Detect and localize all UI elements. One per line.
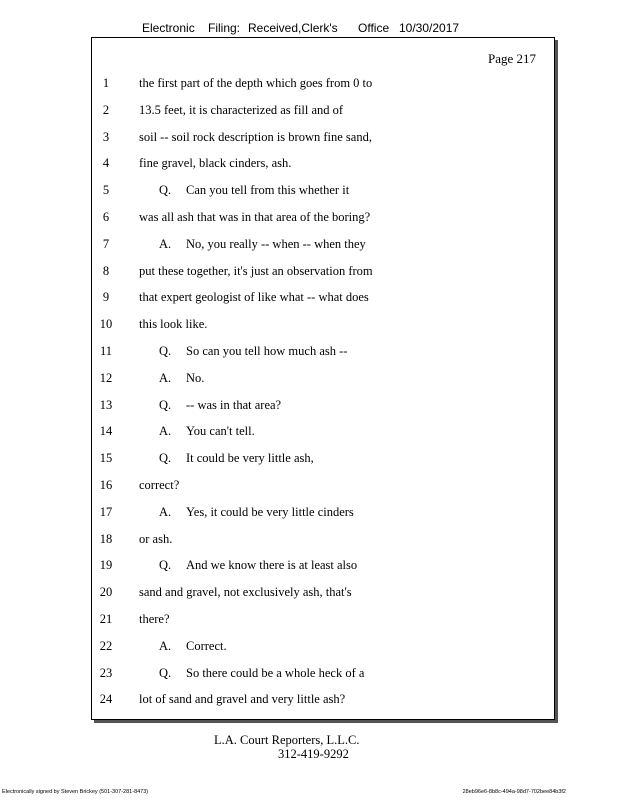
transcript-line [92,610,554,628]
line-body: It could be very little ash, [186,451,314,466]
line-text [159,664,364,682]
qa-marker: Q. [159,183,172,198]
transcript-line [92,315,554,333]
line-body: So there could be a whole heck of a [186,665,365,680]
qa-marker: Q. [159,451,172,466]
transcript-line [92,530,554,548]
transcript-line [92,637,554,655]
filing-header-date: 10/30/2017 [399,21,460,35]
transcript-line [92,288,554,306]
line-body: No. [186,370,205,385]
page-number: Page 217 [487,51,536,66]
qa-marker: Q. [159,558,172,573]
transcript-line [92,476,554,494]
line-number: 19 [99,558,113,573]
transcript-line [92,208,554,226]
line-number: 8 [102,263,110,278]
line-text [139,101,343,119]
transcript-line [92,235,554,253]
line-number: 14 [99,424,113,439]
line-body: -- was in that area? [186,397,282,412]
line-text [159,637,227,655]
filing-header-received: Received,Clerk's [248,21,338,35]
line-body: sand and gravel, not exclusively ash, that's [139,585,352,600]
qa-marker: Q. [159,397,172,412]
line-text [139,315,207,333]
line-text [159,396,281,414]
line-text [139,208,370,226]
line-text [139,610,170,628]
line-number: 11 [99,344,113,358]
qa-marker: A. [159,504,172,519]
qa-marker: A. [159,424,172,439]
line-text [159,449,314,467]
transcript-line [92,181,554,199]
line-body: No, you really -- when -- when they [186,236,366,251]
transcript-line [92,583,554,601]
line-body: Correct. [186,638,227,653]
line-number: 5 [102,183,110,198]
line-text [139,262,373,280]
line-text [139,74,372,92]
line-text [159,369,204,387]
line-number: 6 [102,210,110,224]
transcript-line [92,262,554,280]
line-number: 9 [102,290,110,305]
filing-header-office: Office [358,21,390,35]
transcript-page [91,37,555,720]
line-body: So can you tell how much ash -- [186,344,348,358]
line-body: 13.5 feet, it is characterized as fill and of [139,102,344,117]
line-body: the first part of the depth which goes from 0 to [139,76,373,90]
line-text [159,235,366,253]
line-number: 18 [99,531,113,546]
transcript-line [92,556,554,574]
line-number: 15 [99,451,113,466]
line-number: 23 [99,665,113,680]
line-number: 3 [102,129,110,144]
transcript-line [92,128,554,146]
transcript-line [92,369,554,387]
footer-company: L.A. Court Reporters, L.L.C. [214,733,360,747]
line-number: 20 [99,585,113,600]
line-text [139,690,345,708]
line-body: Can you tell from this whether it [186,183,350,198]
line-text [139,154,291,172]
line-text [159,503,354,521]
line-text [159,181,349,199]
transcript-line [92,664,554,682]
qa-marker: Q. [159,344,172,358]
line-body: And we know there is at least also [186,558,358,573]
transcript-line [92,503,554,521]
transcript-line [92,422,554,440]
line-number: 7 [102,236,110,251]
line-number: 13 [99,397,113,412]
line-body: fine gravel, black cinders, ash. [139,156,292,171]
line-text [139,288,369,306]
line-body: was all ash that was in that area of the boring? [139,210,371,224]
line-text [139,128,372,146]
transcript-line [92,690,554,708]
line-body: that expert geologist of like what -- what does [139,290,369,305]
line-body: soil -- soil rock description is brown fine sand, [139,129,372,144]
line-body: this look like. [139,317,208,332]
line-body: You can't tell. [186,424,255,439]
transcript-line [92,449,554,467]
line-number: 1 [102,76,110,90]
line-number: 17 [99,504,113,519]
transcript-line [92,396,554,414]
transcript-line [92,342,554,360]
line-text [159,556,357,574]
line-number: 16 [99,478,113,492]
line-number: 10 [99,317,113,332]
line-text [159,422,255,440]
filing-header-electronic: Electronic [142,21,195,35]
line-body: there? [139,612,170,626]
line-body: lot of sand and gravel and very little ash? [139,692,346,707]
line-number: 21 [99,612,113,626]
line-number: 22 [99,638,113,653]
line-number: 2 [102,102,110,117]
line-body: correct? [139,478,180,492]
line-text [159,342,347,360]
line-body: or ash. [139,531,173,546]
line-body: Yes, it could be very little cinders [186,504,354,519]
line-number: 12 [99,370,113,385]
line-number: 24 [99,692,113,707]
qa-marker: A. [159,638,172,653]
signature-right: 28eb96e6-8b8c-494a-98d7-702bee84b3f2 [462,789,566,795]
filing-header-filing: Filing: [208,21,241,35]
qa-marker: Q. [159,665,172,680]
footer-phone: 312-419-9292 [278,747,349,761]
qa-marker: A. [159,370,172,385]
line-body: put these together, it's just an observation from [139,263,373,278]
line-text [139,583,352,601]
line-number: 4 [102,156,110,171]
line-text [139,476,179,494]
transcript-line [92,101,554,119]
qa-marker: A. [159,236,172,251]
transcript-line [92,74,554,92]
transcript-line [92,154,554,172]
signature-left: Electronically signed by Steven Brickey (501-307-281-8473) [2,789,149,795]
line-text [139,530,172,548]
